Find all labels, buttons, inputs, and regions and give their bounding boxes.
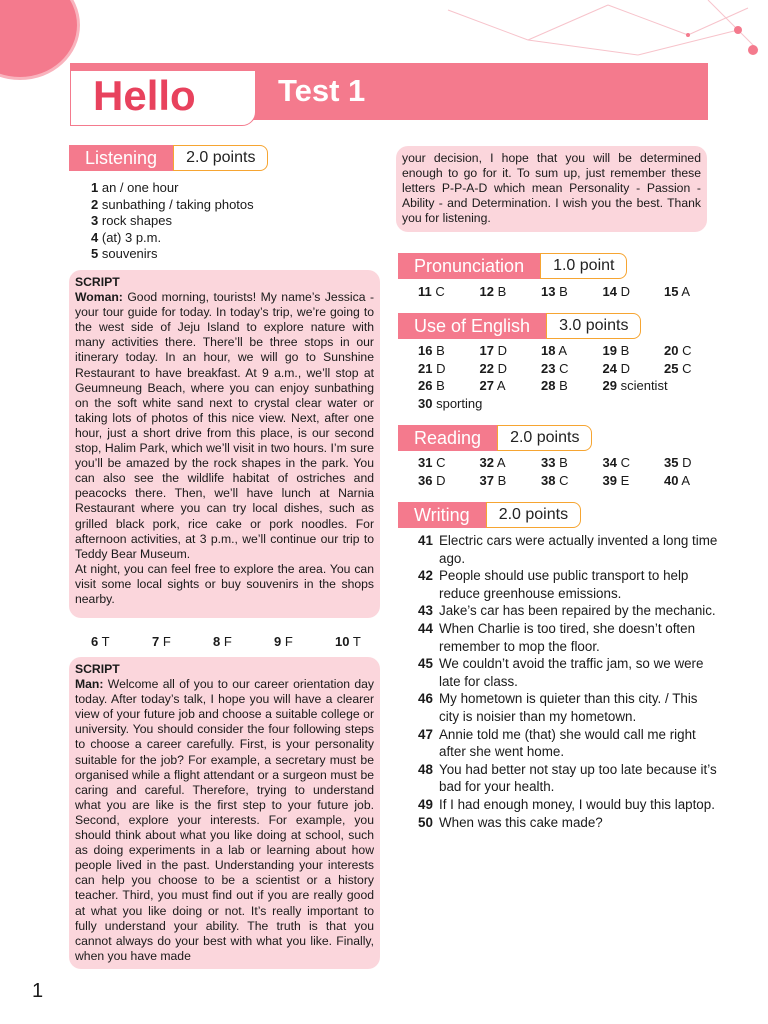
list-item: 49 If I had enough money, I would buy this laptop. [418, 796, 715, 812]
writing-title: Writing [398, 502, 486, 528]
script-box-2-continued [396, 146, 707, 232]
pronunciation-header [398, 253, 627, 279]
list-item: 30 sporting [418, 395, 483, 411]
script-box-2 [69, 657, 380, 969]
pronunciation-answers [418, 283, 726, 301]
list-item: 33 B [541, 455, 568, 470]
hello-title: Hello [93, 72, 196, 119]
list-item: 9 F [274, 634, 293, 649]
list-item: 2 sunbathing / taking photos [91, 196, 254, 212]
list-item: 11 C [418, 284, 445, 299]
list-item: 3 rock shapes [91, 213, 172, 228]
listening-answers-6-10 [91, 634, 396, 649]
decorative-blob [0, 0, 80, 80]
list-item: 26 B [418, 378, 445, 393]
list-item: 46 My hometown is quieter than this city. / This city is noisier than my hometown. [418, 691, 698, 724]
list-item: 21 D [418, 360, 446, 376]
script-text-2: At night, you can feel free to explore the area. You can visit some local sights or buy souvenirs in the shops nearby. [75, 561, 374, 606]
listening-title: Listening [69, 145, 173, 171]
list-item: 20 C [664, 343, 692, 358]
list-item: 27 A [479, 378, 506, 393]
list-item: 16 B [418, 343, 445, 358]
list-item: 29 scientist [602, 378, 668, 393]
list-item: 17 D [479, 343, 507, 358]
use-of-english-points: 3.0 points [546, 313, 641, 339]
pronunciation-title: Pronunciation [398, 253, 540, 279]
list-item: 4 (at) 3 p.m. [91, 229, 162, 245]
list-item: 1 an / one hour [91, 180, 179, 195]
script-text: Man: Welcome all of you to our career orientation day today. After today’s talk, I hope you will have a clearer view of your future job and choose a suitable college or university. You should consider the four following steps to choose a career carefully. First, is your personality suitable for the job? For example, a secretary must be organised while a flight attendant or a surgeon must be caring and careful. Therefore, trying to understand what you are like is the first step to your future job. Second, explore your interests. For example, you should think about what you like doing at school, such as doing experiments in a lab or learning about how people lived in the past. Understanding your interests can help you choose to be a scientist or a history teacher. Third, you must find out if you are really good at what you like doing or not. It’s really important to fully understand your ability. The truth is that you cannot always do your best with what you like. Finally, when you have made [75, 677, 374, 963]
list-item: 5 souvenirs [91, 246, 158, 261]
listening-answers-1-5 [91, 180, 254, 263]
writing-answers [418, 532, 718, 831]
reading-header [398, 425, 592, 451]
list-item: 39 E [602, 472, 630, 488]
list-item: 8 F [213, 634, 232, 649]
list-item: 38 C [541, 472, 569, 488]
listening-header [69, 145, 268, 171]
script-box-1 [69, 270, 380, 618]
list-item: 34 C [602, 455, 630, 470]
list-item: 24 D [602, 360, 630, 376]
list-item: 42 People should use public transport to help reduce greenhouse emissions. [418, 568, 689, 601]
list-item: 32 A [479, 455, 506, 470]
script-text: Woman: Good morning, tourists! My name’s Jessica - your tour guide for today. In today’s trip, we’re going to the west side of Jeju Island to explore nature with many activities there. There’ll be three stops in our itinerary today. In an hour, we will go to Sunshine Restaurant to have breakfast. At 9 a.m., we’ll stop at Geumneung Beach, where you can enjoy sunbathing on the soft white sand next to crystal clear water or taking lots of photos of this nice view. Next, after one hour, just a short drive from this place, is our second stop, Halim Park, which we’ll visit in two hours. I’m sure you’ll be amazed by the rock shapes in the park. You can also see the wildlife habitat of ostriches and peacocks there. Then, we’ll have lunch at Narnia Restaurant where you can try local dishes, such as grilled black pork, rice cake or pork noodles. For afternoon activities, at 3 p.m., we’ll continue our trip to Teddy Bear Museum. [75, 290, 374, 561]
writing-points: 2.0 points [486, 502, 581, 528]
list-item: 12 B [479, 284, 507, 299]
use-of-english-header [398, 313, 641, 339]
use-of-english-answers [418, 342, 726, 412]
list-item: 47 Annie told me (that) she would call me right after she went home. [418, 726, 696, 760]
list-item: 44 When Charlie is too tired, she doesn’t often remember to mop the floor. [418, 620, 696, 654]
list-item: 25 C [664, 360, 692, 376]
test-title: Test 1 [278, 73, 366, 108]
list-item: 10 T [335, 634, 361, 649]
listening-points: 2.0 points [173, 145, 268, 171]
list-item: 15 A [664, 284, 691, 299]
decorative-network-graphic [408, 0, 768, 60]
list-item: 35 D [664, 455, 692, 470]
script-text-continued: your decision, I hope that you will be determined enough to go for it. To sum up, just remember these letters P-P-A-D which mean Personality - Passion - Ability - and Determination. I wish you the best. Thank you for listening. [402, 151, 701, 226]
list-item: 7 F [152, 634, 171, 649]
list-item: 28 B [541, 378, 568, 393]
script-label: SCRIPT [75, 275, 120, 289]
list-item: 18 A [541, 343, 568, 358]
list-item: 36 D [418, 472, 446, 488]
list-item: 23 C [541, 360, 569, 376]
list-item: 22 D [479, 360, 507, 376]
list-item: 19 B [602, 343, 630, 358]
pronunciation-points: 1.0 point [540, 253, 627, 279]
list-item: 41 Electric cars were actually invented a long time ago. [418, 533, 718, 566]
page-number: 1 [32, 980, 44, 1002]
list-item: 48 You had better not stay up too late because it’s bad for your health. [418, 761, 717, 795]
list-item: 14 D [602, 284, 630, 299]
list-item: 6 T [91, 634, 110, 649]
list-item: 43 Jake’s car has been repaired by the mechanic. [418, 603, 716, 619]
list-item: 40 A [664, 472, 691, 488]
reading-title: Reading [398, 425, 497, 451]
list-item: 45 We couldn’t avoid the traffic jam, so we were late for class. [418, 656, 704, 689]
list-item: 50 When was this cake made? [418, 814, 603, 830]
list-item: 31 C [418, 455, 446, 470]
script-label: SCRIPT [75, 662, 120, 676]
writing-header [398, 502, 581, 528]
use-of-english-title: Use of English [398, 313, 546, 339]
reading-points: 2.0 points [497, 425, 592, 451]
list-item: 37 B [479, 472, 507, 488]
list-item: 13 B [541, 284, 568, 299]
reading-answers [418, 454, 726, 489]
